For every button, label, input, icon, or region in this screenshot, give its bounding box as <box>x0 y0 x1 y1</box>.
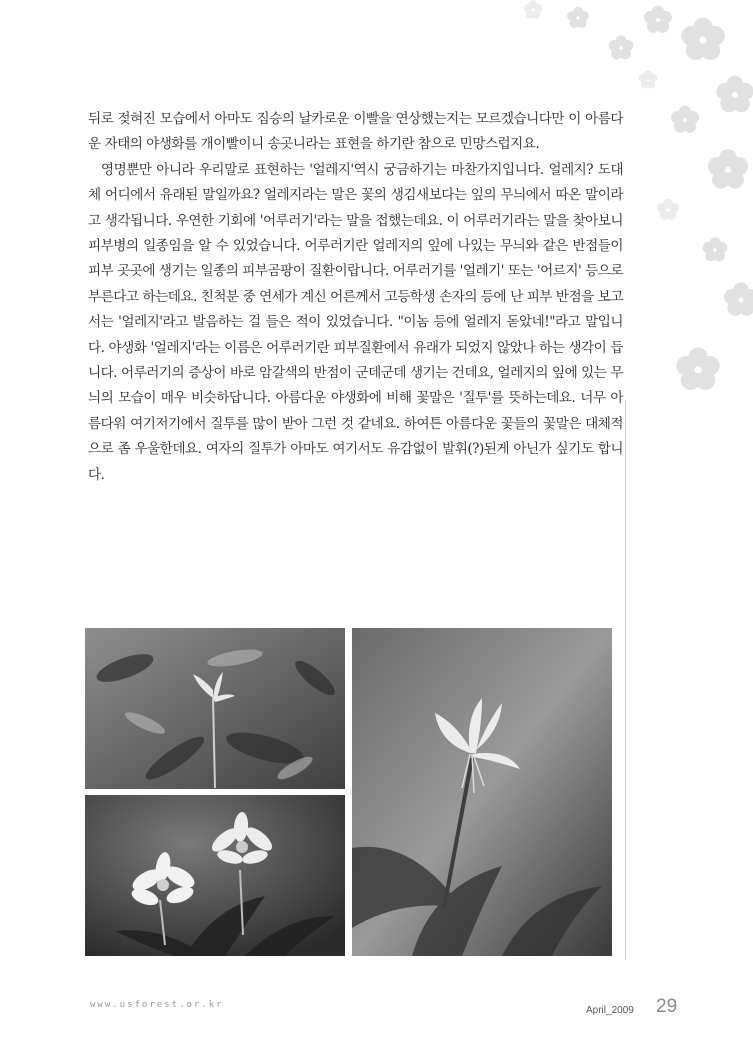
footer-issue-date: April_2009 <box>586 1005 634 1016</box>
article-body <box>88 107 623 488</box>
paragraph: 뒤로 젖혀진 모습에서 아마도 짐승의 날카로운 이빨을 연상했는지는 모르겠습니다만 이 아름다운 자태의 야생화를 개이빨이니 송곳니라는 표현을 하기란 참으로 민망스럽지요. <box>88 111 623 153</box>
photo-erythronium-forest-floor <box>85 628 345 789</box>
footer-website-url: www.usforest.or.kr <box>90 1000 224 1010</box>
paragraph: 영명뿐만 아니라 우리말로 표현하는 '얼레지'역시 궁금하기는 마찬가지입니다. 얼레지? 도대체 어디에서 유래된 말일까요? 얼레지라는 말은 꽃의 생김새보다는 잎의 무늬에서 따온 말이라고 생각됩니다. 우연한 기회에 '어루러기'라는 말을 접했는데요. 이 어루러기라는 말을 찾아보니 피부병의 일종임을 알 수 있었습니다. 어루러기란 얼레지의 잎에 나있는 무늬와 같은 반점들이 피부 곳곳에 생기는 일종의 피부곰팡이 질환이랍니다. 어루러기를 '얼레기' 또는 '어르지' 등으로 부른다고 하는데요. 친척분 중 연세가 계신 어른께서 고등학생 손자의 등에 난 피부 반점을 보고서는 '얼레지'라고 발음하는 걸 들은 적이 있었습니다. "이놈 등에 얼레지 돋았네!"라고 말입니다. 야생화 '얼레지'라는 이름은 어루러기란 피부질환에서 유래가 되었지 않았나 하는 생각이 듭니다. 어루러기의 증상이 바로 암갈색의 반점이 군데군데 생기는 건데요, 얼레지의 잎에 있는 무늬의 모습이 매우 비슷하답니다. 아름다운 야생화에 비해 꽃말은 '질투'를 뜻하는데요. 너무 아름다워 여기저기에서 질투를 많이 받아 그런 것 같네요. 하여튼 아름다운 꽃들의 꽃말은 대체적으로 좀 우울한데요. 여자의 질투가 아마도 여기서도 유감없이 발휘(?)된게 아닌가 싶기도 합니다. <box>88 161 623 483</box>
column-divider <box>625 400 626 960</box>
photo-white-anemone <box>85 795 345 956</box>
page-number: 29 <box>656 996 678 1017</box>
photo-erythronium-flower-closeup <box>352 628 612 956</box>
